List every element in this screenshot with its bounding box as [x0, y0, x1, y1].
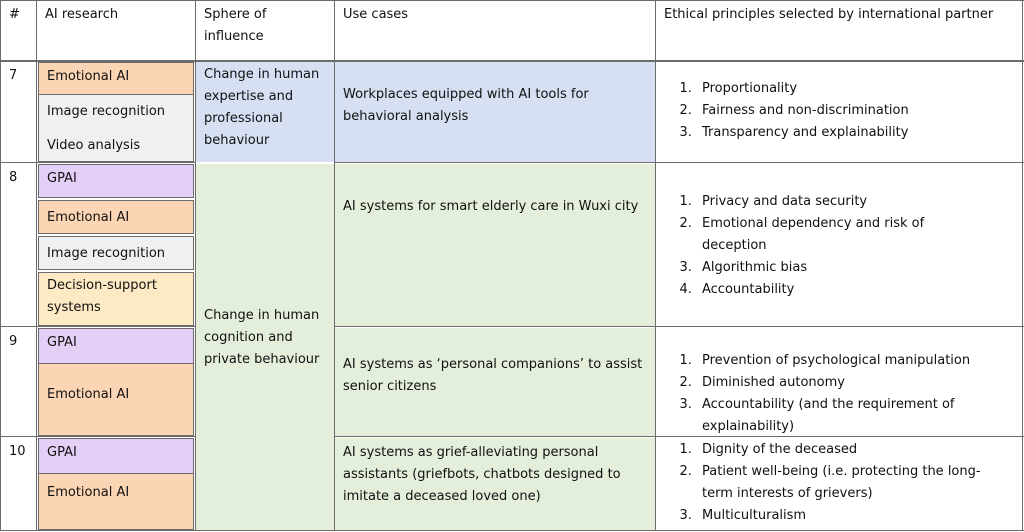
header-sphere — [196, 1, 334, 59]
research-tag-text: GPAI — [47, 445, 77, 460]
row9-principles — [656, 328, 1022, 436]
header-num — [1, 1, 35, 59]
grid-line — [1022, 0, 1023, 531]
row10-num — [1, 438, 35, 530]
research-tag-text: Image recognition — [47, 104, 166, 119]
row9-use-case-text: AI systems as ‘personal companions’ to assist senior citizens — [343, 357, 643, 394]
row7-research — [37, 62, 195, 162]
row7-use-case-text: Workplaces equipped with AI tools for behavioral analysis — [343, 87, 589, 124]
row10-principles — [656, 438, 1022, 530]
principles-list — [656, 78, 1022, 144]
principle-item: 1. Proportionality — [696, 78, 1022, 100]
row8-use-case-text: AI systems for smart elderly care in Wuxi city — [343, 199, 639, 214]
principle-item: 3. Transparency and explainability — [696, 122, 1022, 144]
research-tag-text: Emotional AI — [47, 210, 130, 225]
principle-item: 1. Privacy and data security — [696, 191, 1022, 213]
grid-line — [0, 436, 196, 437]
row9-num — [1, 328, 35, 436]
research-tag-text: Emotional AI — [47, 69, 130, 84]
header-sphere-text: Sphere of influence — [204, 7, 267, 44]
research-tag-text: Emotional AI — [47, 485, 130, 500]
header-principles-text: Ethical principles selected by international partner — [664, 7, 994, 22]
grid-line — [0, 530, 1024, 531]
research-tag — [38, 474, 194, 530]
research-tag-text: GPAI — [47, 335, 77, 350]
grid-line — [0, 60, 1024, 62]
grid-line — [334, 0, 335, 531]
research-tag — [38, 164, 194, 198]
research-tag — [38, 95, 194, 129]
principle-item: 2. Emotional dependency and risk of deception — [696, 213, 962, 257]
principle-item: 2. Patient well-being (i.e. protecting the long-term interests of grievers) — [696, 461, 992, 505]
grid-line — [334, 162, 1024, 163]
research-tag — [38, 438, 194, 474]
principle-item: 3. Algorithmic bias — [696, 257, 1022, 279]
research-tag-text: Decision-support systems — [47, 278, 157, 315]
grid-line — [334, 436, 1024, 437]
research-tag — [38, 272, 194, 326]
row10-num-text: 10 — [9, 444, 26, 459]
row7-sphere — [196, 62, 334, 162]
row10-use-case-text: AI systems as grief-alleviating personal assistants (griefbots, chatbots designed to imitate a deceased loved one) — [343, 445, 621, 504]
row9-use-case — [335, 328, 655, 436]
header-research-text: AI research — [45, 7, 119, 22]
header-principles — [656, 1, 1022, 59]
merged-sphere-text: Change in human cognition and private behaviour — [204, 308, 320, 367]
grid-line — [36, 0, 37, 531]
row7-num — [1, 62, 35, 162]
grid-line — [0, 0, 1, 531]
grid-line — [0, 0, 1024, 1]
principle-item: 1. Prevention of psychological manipulation — [696, 350, 1022, 372]
research-tag — [38, 200, 194, 234]
grid-line — [0, 162, 196, 163]
row7-sphere-text: Change in human expertise and professional behaviour — [204, 67, 320, 148]
row8-num — [1, 164, 35, 326]
principle-item: 4. Accountability — [696, 279, 1022, 301]
grid-line — [195, 0, 196, 531]
header-use-cases-text: Use cases — [343, 7, 409, 22]
principle-item: 2. Diminished autonomy — [696, 372, 1022, 394]
row7-num-text: 7 — [9, 68, 18, 83]
research-tag — [38, 236, 194, 270]
grid-line — [655, 0, 656, 531]
research-tag-text: Emotional AI — [47, 387, 130, 402]
principle-item: 3. Accountability (and the requirement of explainability) — [696, 394, 982, 436]
row9-num-text: 9 — [9, 334, 18, 349]
grid-line — [0, 326, 196, 327]
row7-principles — [656, 62, 1022, 162]
principle-item: 2. Fairness and non-discrimination — [696, 100, 1022, 122]
row10-research — [37, 438, 195, 530]
grid-line — [334, 326, 1024, 327]
row7-use-case — [335, 62, 655, 162]
row8-use-case — [335, 164, 655, 326]
research-tag — [38, 129, 194, 162]
principle-item: 3. Multiculturalism — [696, 505, 1022, 527]
row8-num-text: 8 — [9, 170, 18, 185]
research-tag-text: GPAI — [47, 171, 77, 186]
research-tag-text: Video analysis — [47, 138, 141, 153]
principles-list — [656, 191, 1022, 301]
merged-sphere — [196, 164, 334, 530]
research-tag — [38, 364, 194, 436]
row9-research — [37, 328, 195, 436]
header-use-cases — [335, 1, 655, 59]
header-research — [37, 1, 195, 59]
header-num-text: # — [9, 7, 20, 22]
principles-list — [656, 350, 1022, 436]
research-tag — [38, 328, 194, 364]
row10-use-case — [335, 438, 655, 530]
research-tag-text: Image recognition — [47, 246, 166, 261]
row8-research — [37, 164, 195, 326]
principles-list — [656, 439, 1022, 527]
row8-principles — [656, 164, 1022, 326]
research-tag — [38, 62, 194, 95]
principle-item: 1. Dignity of the deceased — [696, 439, 1022, 461]
